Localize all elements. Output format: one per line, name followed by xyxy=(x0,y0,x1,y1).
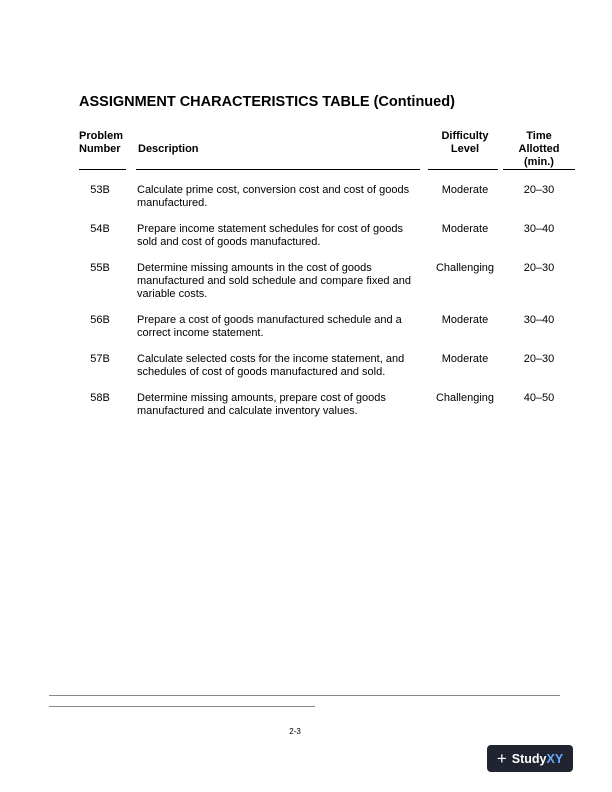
problem-number: 57B xyxy=(90,353,110,365)
page-number: 2-3 xyxy=(289,727,301,736)
header-time-allotted: Time Allotted (min.) xyxy=(518,130,560,168)
header-rule-difficulty xyxy=(428,169,498,170)
problem-number: 55B xyxy=(90,262,110,274)
header-problem-number: Problem Number xyxy=(79,130,124,155)
problem-number: 54B xyxy=(90,223,110,235)
problem-description: Determine missing amounts, prepare cost of goods manufactured and calculate inventory values. xyxy=(137,392,386,417)
difficulty-level: Challenging xyxy=(435,392,495,404)
plus-icon: + xyxy=(496,749,507,768)
problem-description: Calculate selected costs for the income statement, and schedules of cost of goods manufactured and sold. xyxy=(137,353,405,378)
problem-description: Calculate prime cost, conversion cost and cost of goods manufactured. xyxy=(137,184,410,209)
time-allotted: 30–40 xyxy=(523,223,555,235)
problem-description: Determine missing amounts in the cost of goods manufactured and sold schedule and compare fixed and variable costs. xyxy=(137,262,411,300)
problem-number: 58B xyxy=(90,392,110,404)
header-rule-time xyxy=(503,169,575,170)
difficulty-level: Moderate xyxy=(441,184,489,196)
header-rule-number xyxy=(79,169,126,170)
problem-number: 53B xyxy=(90,184,110,196)
header-difficulty: Difficulty Level xyxy=(441,130,489,155)
time-allotted: 20–30 xyxy=(523,262,555,274)
problem-description: Prepare a cost of goods manufactured schedule and a correct income statement. xyxy=(137,314,402,339)
time-allotted: 30–40 xyxy=(523,314,555,326)
difficulty-level: Moderate xyxy=(441,314,489,326)
problem-description: Prepare income statement schedules for cost of goods sold and cost of goods manufactured. xyxy=(137,223,403,248)
difficulty-level: Moderate xyxy=(441,353,489,365)
difficulty-level: Moderate xyxy=(441,223,489,235)
time-allotted: 40–50 xyxy=(523,392,555,404)
footnote-rule-short xyxy=(49,706,315,707)
header-rule-description xyxy=(136,169,420,170)
page-title: ASSIGNMENT CHARACTERISTICS TABLE (Continued) xyxy=(79,94,455,110)
time-allotted: 20–30 xyxy=(523,184,555,196)
watermark-text: StudyXY xyxy=(511,751,564,766)
difficulty-level: Challenging xyxy=(435,262,495,274)
time-allotted: 20–30 xyxy=(523,353,555,365)
studyxy-watermark xyxy=(487,745,573,772)
footnote-rule-long xyxy=(49,695,560,696)
problem-number: 56B xyxy=(90,314,110,326)
header-description: Description xyxy=(138,143,199,155)
